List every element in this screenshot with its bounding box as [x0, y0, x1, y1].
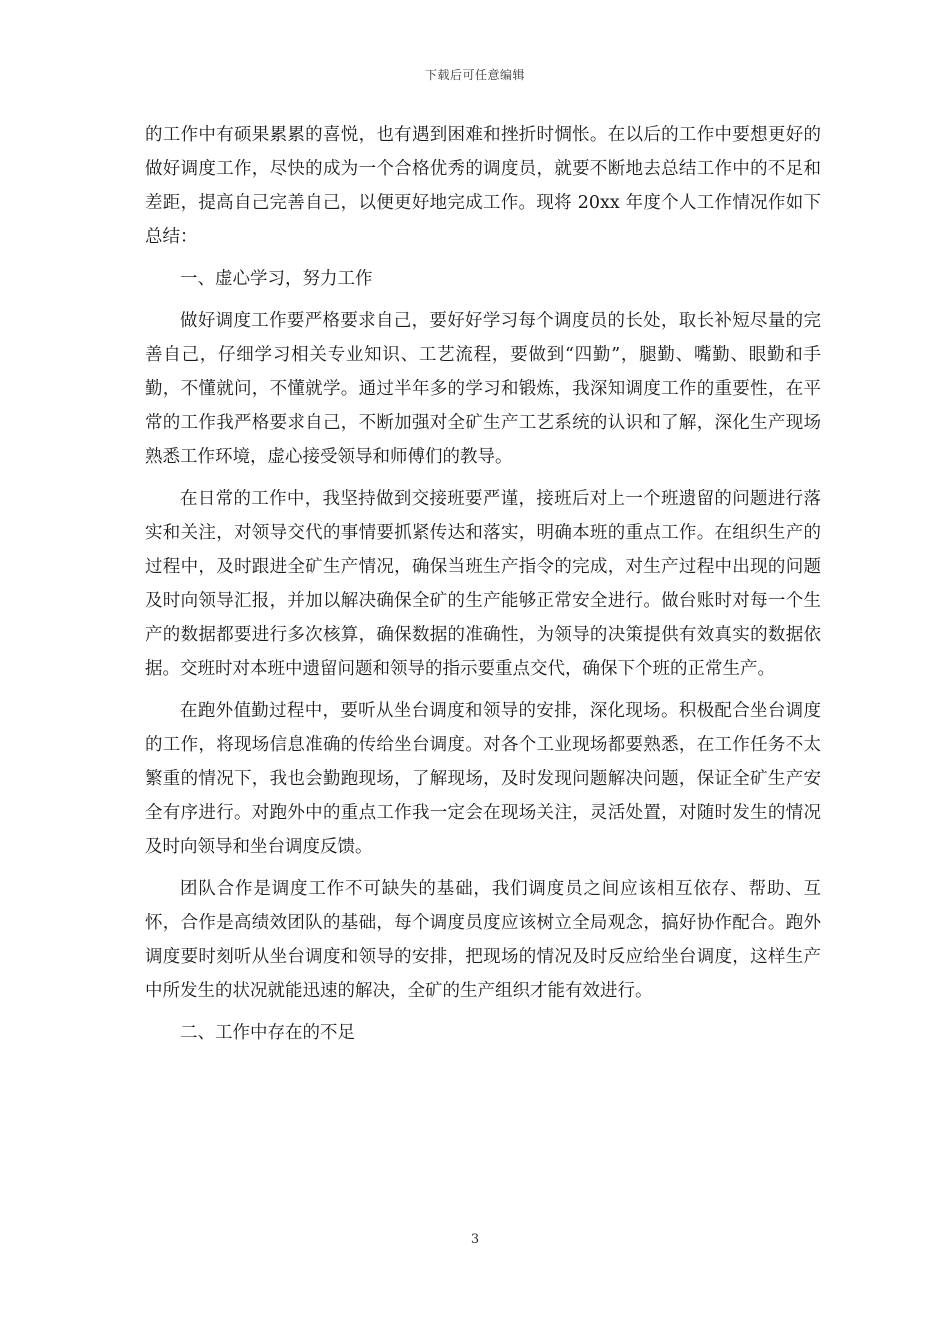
paragraph-study: 做好调度工作要严格要求自己，要好好学习每个调度员的长处，取长补短尽量的完善自己，仔细学习相关专业知识、工艺流程，要做到“四勤”，腿勤、嘴勤、眼勤和手勤，不懂就问，不懂就学。通过半年多的学习和锻炼，我深知调度工作的重要性，在平常的工作我严格要求自己，不断加强对全矿生产工艺系统的认识和了解，深化生产现场熟悉工作环境，虚心接受领导和师傅们的教导。: [145, 311, 821, 467]
document-body: [145, 118, 821, 1058]
page-header: 下载后可任意编辑: [424, 68, 525, 82]
section-heading-1: 一、虚心学习，努力工作: [180, 269, 373, 289]
paragraph-teamwork: 团队合作是调度工作不可缺失的基础，我们调度员之间应该相互依存、帮助、互怀，合作是高绩效团队的基础，每个调度员度应该树立全局观念，搞好协作配合。跑外调度要时刻听从坐台调度和领导的安排，把现场的情况及时反应给坐台调度，这样生产中所发生的状况就能迅速的解决，全矿的生产组织才能有效进行。: [145, 879, 821, 1001]
paragraph-daily-work: 在日常的工作中，我坚持做到交接班要严谨，接班后对上一个班遗留的问题进行落实和关注，对领导交代的事情要抓紧传达和落实，明确本班的重点工作。在组织生产的过程中，及时跟进全矿生产情况，确保当班生产指令的完成，对生产过程中出现的问题及时向领导汇报，并加以解决确保全矿的生产能够正常安全进行。做台账时对每一个生产的数据都要进行多次核算，确保数据的准确性，为领导的决策提供有效真实的数据依据。交班时对本班中遗留问题和领导的指示要重点交代，确保下个班的正常生产。: [145, 489, 821, 679]
paragraph-field-duty: 在跑外值勤过程中，要听从坐台调度和领导的安排，深化现场。积极配合坐台调度的工作，将现场信息准确的传给坐台调度。对各个工业现场都要熟悉，在工作任务不太繁重的情况下，我也会勤跑现场，了解现场，及时发现问题解决问题，保证全矿生产安全有序进行。对跑外中的重点工作我一定会在现场关注，灵活处置，对随时发生的情况及时向领导和坐台调度反馈。: [145, 701, 821, 857]
section-heading-2: 二、工作中存在的不足: [180, 1023, 355, 1043]
paragraph-intro-continued: 的工作中有硕果累累的喜悦，也有遇到困难和挫折时惆怅。在以后的工作中要想更好的做好调度工作，尽快的成为一个合格优秀的调度员，就要不断地去总结工作中的不足和差距，提高自己完善自己，以便更好地完成工作。现将 20xx 年度个人工作情况作如下总结：: [145, 125, 821, 247]
page-number: 3: [470, 1232, 480, 1247]
